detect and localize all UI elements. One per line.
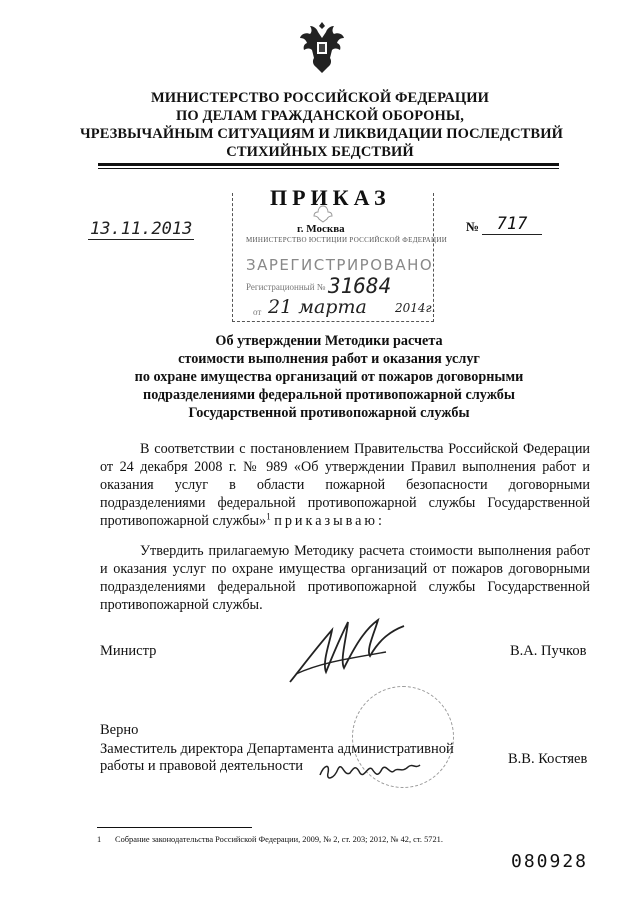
order-date: 13.11.2013 xyxy=(90,219,193,239)
ministry-header xyxy=(80,89,563,161)
document-serial-number: 080928 xyxy=(511,851,589,872)
footnote-number: 1 xyxy=(97,835,102,844)
ministry-line: ПО ДЕЛАМ ГРАЖДАНСКОЙ ОБОРОНЫ, xyxy=(176,108,464,124)
command-word: приказываю: xyxy=(274,513,385,529)
header-divider xyxy=(98,163,559,166)
footnote-text: Собрание законодательства Российской Федерации, 2009, № 2, ст. 203; 2012, № 42, ст. 5721. xyxy=(115,835,443,844)
title-line: подразделениями федеральной противопожарной службы xyxy=(143,387,515,403)
preamble-paragraph xyxy=(100,440,590,530)
stamp-reg-year: 2014г. xyxy=(395,301,436,315)
minister-signature xyxy=(282,612,412,694)
order-heading: ПРИКАЗ xyxy=(270,185,391,210)
stamp-reg-number: 31684 xyxy=(328,274,392,298)
operative-paragraph xyxy=(100,542,590,614)
stamp-date-prefix: от xyxy=(253,307,262,317)
ministry-line: ЧРЕЗВЫЧАЙНЫМ СИТУАЦИЯМ И ЛИКВИДАЦИИ ПОСЛЕДСТВИЙ xyxy=(80,126,563,142)
order-number-label: № xyxy=(466,219,480,234)
header-divider-thin xyxy=(98,168,559,169)
minister-title: Министр xyxy=(100,643,157,659)
title-line: Государственной противопожарной службы xyxy=(188,405,470,421)
certified-label: Верно xyxy=(100,722,139,738)
footnote-divider xyxy=(97,827,252,828)
footnote-marker: 1 xyxy=(266,511,271,522)
footnote xyxy=(97,835,443,844)
stamp-reg-label: Регистрационный № xyxy=(246,282,326,292)
order-title xyxy=(120,332,538,422)
title-line: Об утверждении Методики расчета xyxy=(215,333,443,349)
deputy-title-line: Заместитель директора Департамента административной xyxy=(100,741,454,757)
stamp-reg-date: 21 марта xyxy=(268,296,367,318)
ministry-line: СТИХИЙНЫХ БЕДСТВИЙ xyxy=(226,144,414,160)
order-city: г. Москва xyxy=(297,223,345,235)
title-line: по охране имущества организаций от пожаров договорными xyxy=(134,369,524,385)
deputy-title-line: работы и правовой деятельности xyxy=(100,758,304,774)
stamp-status: ЗАРЕГИСТРИРОВАНО xyxy=(246,256,434,274)
coat-of-arms-emblem xyxy=(296,18,348,76)
ministry-line: МИНИСТЕРСТВО РОССИЙСКОЙ ФЕДЕРАЦИИ xyxy=(150,90,489,106)
order-number: 717 xyxy=(482,214,542,235)
preamble-text: В соответствии с постановлением Правительства Российской Федерации от 24 декабря 2008 г. № 989 «Об утверждении Правил выполнения работ и оказания услуг в области пожарной безопасности договорными подразделениями федеральной противопожарной службы Государственной противопожарной службы» xyxy=(100,441,590,529)
deputy-name: В.В. Костяев xyxy=(508,751,588,767)
deputy-signature xyxy=(316,755,422,787)
minister-name: В.А. Пучков xyxy=(510,643,587,659)
title-line: стоимости выполнения работ и оказания услуг xyxy=(178,351,480,367)
stamp-ministry-line: МИНИСТЕРСТВО ЮСТИЦИИ РОССИЙСКОЙ ФЕДЕРАЦИИ xyxy=(246,236,448,244)
operative-text: Утвердить прилагаемую Методику расчета стоимости выполнения работ и оказания услуг по охране имущества организаций от пожаров договорными подразделениями федеральной противопожарной службы Государственной противопожарной службы. xyxy=(100,543,590,613)
